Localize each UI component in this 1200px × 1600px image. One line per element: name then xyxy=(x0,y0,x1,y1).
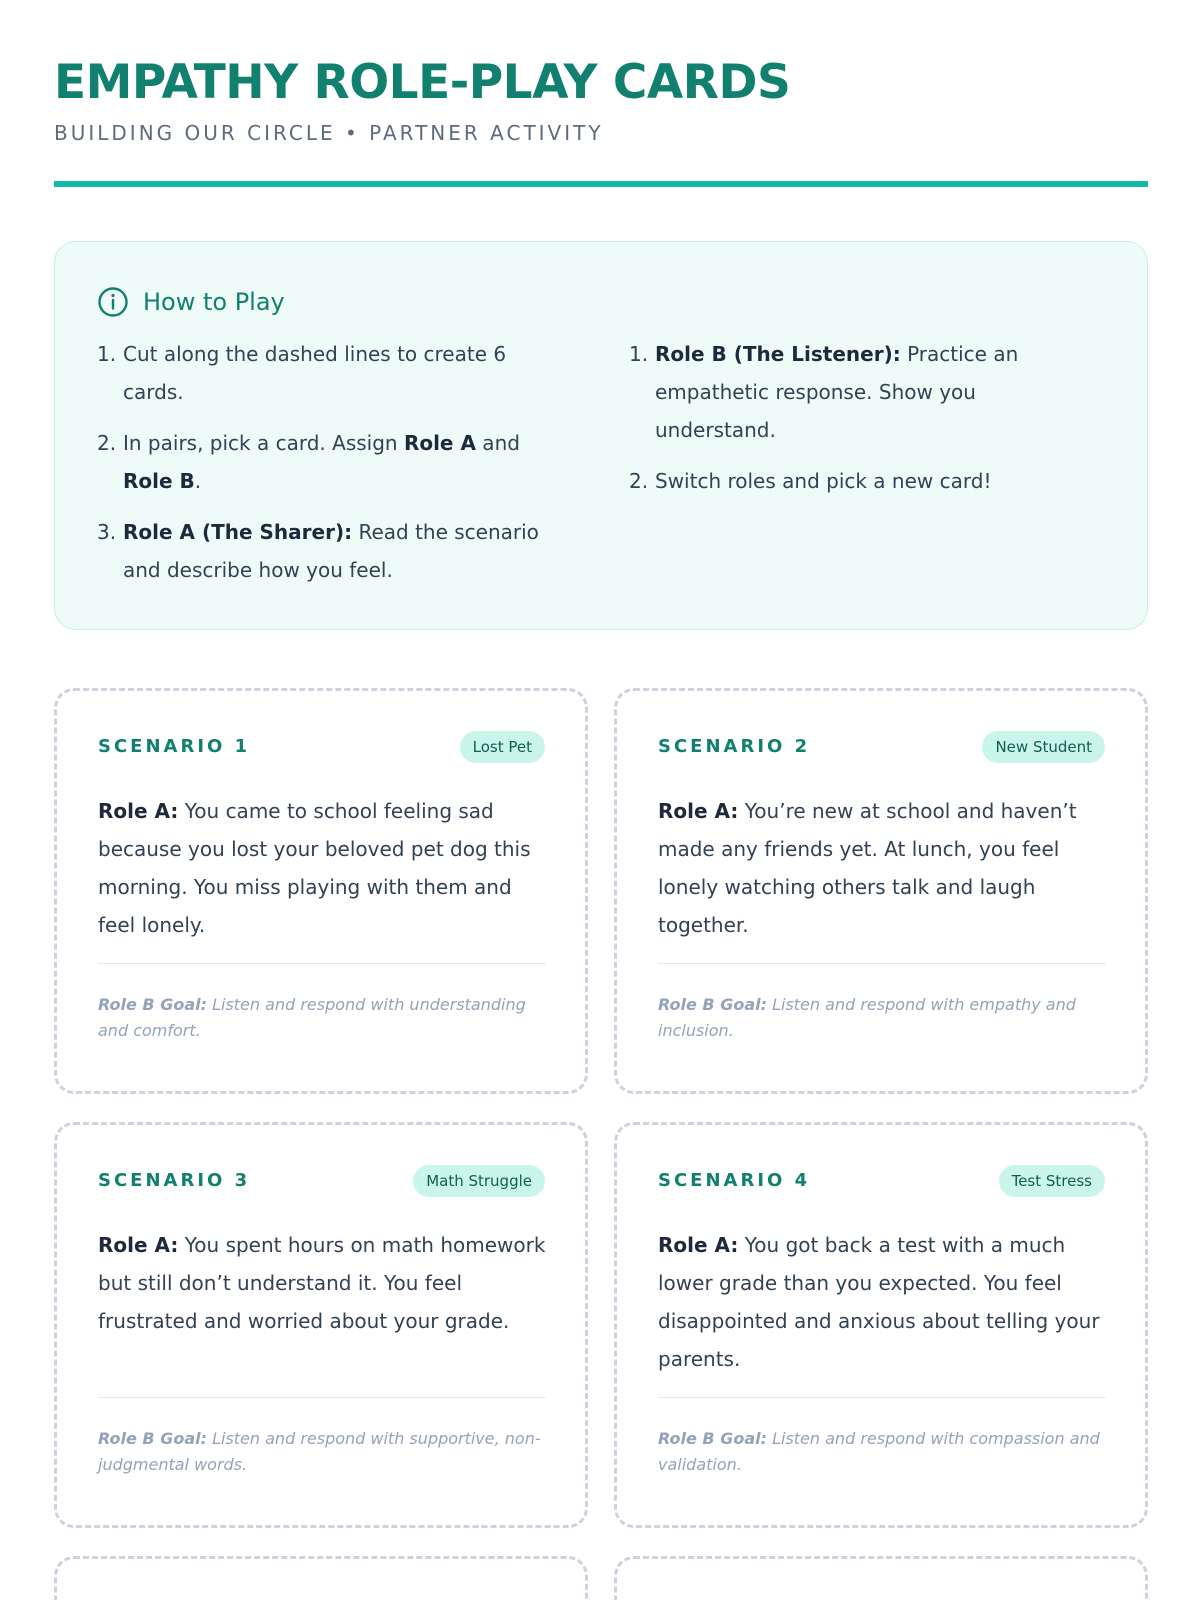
step-item xyxy=(629,462,1059,500)
card-divider xyxy=(98,1397,546,1398)
step-text: . xyxy=(194,469,202,493)
step-text: and xyxy=(475,431,520,455)
scenario-badge: New Student xyxy=(982,731,1105,763)
steps-list-left xyxy=(97,335,557,602)
step-text: In pairs, pick a card. Assign xyxy=(123,431,404,455)
scenario-badge: Test Stress xyxy=(999,1165,1105,1197)
scenario-card xyxy=(54,1122,588,1528)
scenario-badge: Math Struggle xyxy=(413,1165,545,1197)
role-a-text: You’re new at school and haven’t made any friends yet. At lunch, you feel lonely watching others talk and laugh together. xyxy=(658,799,1077,937)
scenario-label: SCENARIO 2 xyxy=(658,736,811,757)
step-number: 2. xyxy=(629,469,649,493)
role-a-label: Role A: xyxy=(98,1233,179,1257)
step-bold: Role B (The Listener): xyxy=(655,342,901,366)
step-bold: Role B xyxy=(123,469,195,493)
role-b-goal xyxy=(98,1426,550,1478)
role-b-goal-label: Role B Goal: xyxy=(658,995,767,1014)
role-b-goal-label: Role B Goal: xyxy=(98,1429,207,1448)
scenario-card-partial xyxy=(54,1556,588,1600)
how-to-play-heading xyxy=(97,286,285,318)
page-subtitle: BUILDING OUR CIRCLE • PARTNER ACTIVITY xyxy=(54,121,604,145)
card-divider xyxy=(658,1397,1106,1398)
card-divider xyxy=(98,963,546,964)
step-number: 1. xyxy=(97,342,117,366)
scenario-text xyxy=(658,1226,1110,1378)
scenario-card xyxy=(614,1122,1148,1528)
scenario-label: SCENARIO 3 xyxy=(98,1170,251,1191)
role-a-label: Role A: xyxy=(98,799,179,823)
step-item xyxy=(97,513,557,589)
page-title: EMPATHY ROLE-PLAY CARDS xyxy=(54,55,791,110)
role-b-goal xyxy=(658,992,1110,1044)
step-text: Practice an empathetic response. Show you understand. xyxy=(655,342,1019,442)
role-b-goal xyxy=(98,992,550,1044)
role-b-goal-text: Listen and respond with supportive, non-judgmental words. xyxy=(98,1429,541,1474)
role-b-goal-text: Listen and respond with empathy and inclusion. xyxy=(658,995,1076,1040)
role-a-text: You spent hours on math homework but still don’t understand it. You feel frustrated and worried about your grade. xyxy=(98,1233,546,1333)
scenario-label: SCENARIO 4 xyxy=(658,1170,811,1191)
step-item xyxy=(97,424,557,500)
role-b-goal xyxy=(658,1426,1110,1478)
role-a-label: Role A: xyxy=(658,1233,739,1257)
header-divider xyxy=(54,181,1148,187)
card-divider xyxy=(658,963,1106,964)
role-a-text: You got back a test with a much lower grade than you expected. You feel disappointed and anxious about telling your parents. xyxy=(658,1233,1100,1371)
steps-list-right xyxy=(629,335,1059,513)
step-item xyxy=(97,335,557,411)
page-header xyxy=(54,52,1148,146)
scenario-text xyxy=(658,792,1110,944)
scenario-label: SCENARIO 1 xyxy=(98,736,251,757)
step-bold: Role A (The Sharer): xyxy=(123,520,353,544)
role-a-label: Role A: xyxy=(658,799,739,823)
step-text: Read the scenario and describe how you feel. xyxy=(123,520,539,582)
scenario-card-partial xyxy=(614,1556,1148,1600)
scenario-text xyxy=(98,792,550,944)
how-to-play-panel xyxy=(54,241,1148,630)
step-number: 2. xyxy=(97,431,117,455)
step-bold: Role A xyxy=(403,431,476,455)
scenario-card xyxy=(614,688,1148,1094)
how-to-play-title: How to Play xyxy=(143,288,285,316)
step-item xyxy=(629,335,1059,449)
role-b-goal-label: Role B Goal: xyxy=(98,995,207,1014)
role-a-text: You came to school feeling sad because you lost your beloved pet dog this morning. You miss playing with them and feel lonely. xyxy=(98,799,531,937)
step-number: 1. xyxy=(629,342,649,366)
scenario-text xyxy=(98,1226,550,1340)
step-text: Cut along the dashed lines to create 6 cards. xyxy=(123,342,507,404)
role-b-goal-label: Role B Goal: xyxy=(658,1429,767,1448)
role-b-goal-text: Listen and respond with understanding and comfort. xyxy=(98,995,526,1040)
role-b-goal-text: Listen and respond with compassion and validation. xyxy=(658,1429,1100,1474)
scenario-badge: Lost Pet xyxy=(460,731,545,763)
info-icon xyxy=(97,286,129,318)
step-number: 3. xyxy=(97,520,117,544)
step-text: Switch roles and pick a new card! xyxy=(655,469,992,493)
scenario-card xyxy=(54,688,588,1094)
